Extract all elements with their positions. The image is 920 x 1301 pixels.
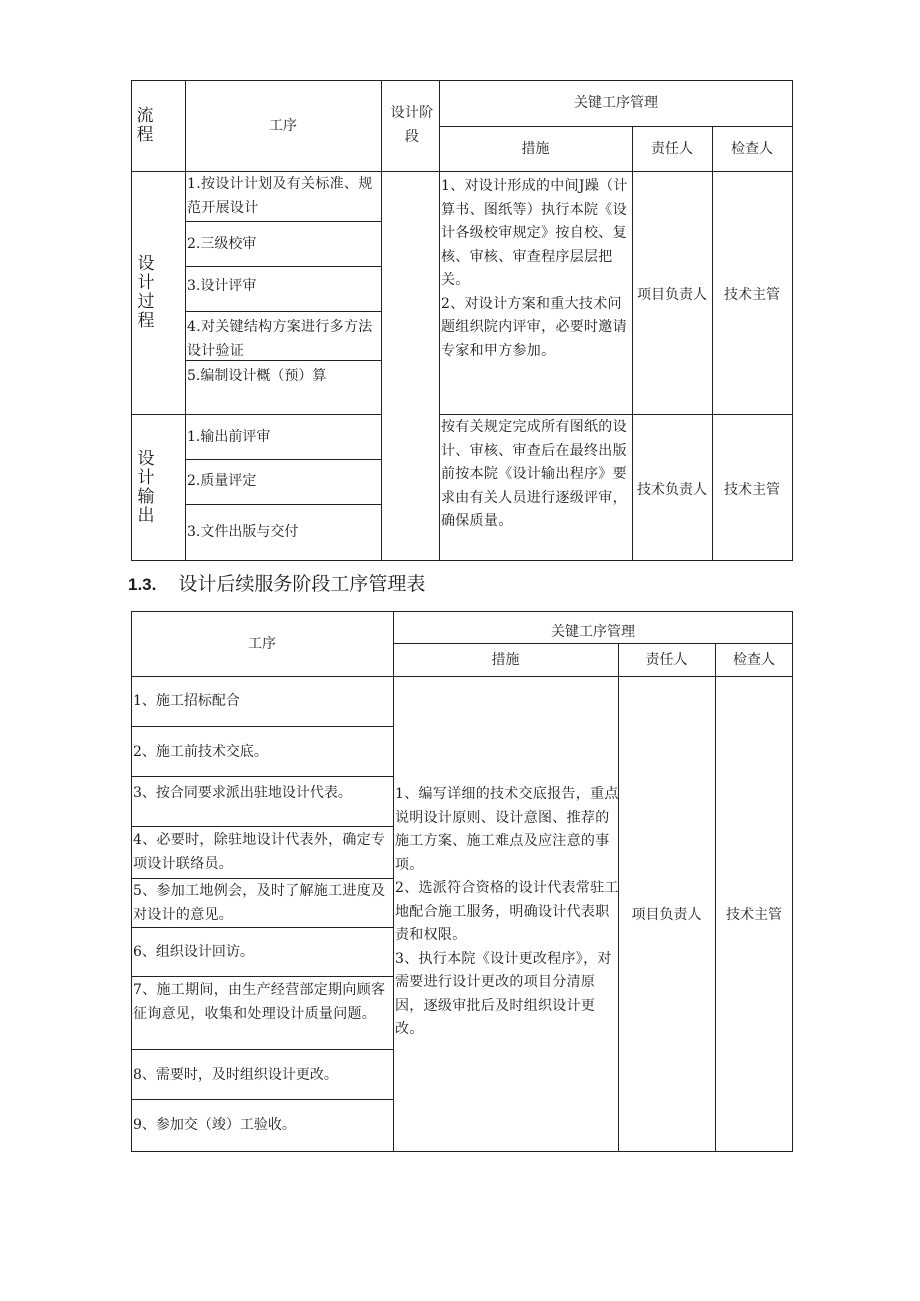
table2-col-line xyxy=(393,611,394,1152)
header-process: 工序 xyxy=(269,118,297,134)
table2-row-line xyxy=(131,927,393,928)
table2-row-line xyxy=(131,878,393,879)
header-key-mgmt: 关键工序管理 xyxy=(574,95,658,111)
table1-border-bottom xyxy=(131,560,793,561)
table2-row-line xyxy=(131,826,393,827)
checker-cell: 技术主管 xyxy=(724,287,780,303)
step-cell: 5.编制设计概（预）算 xyxy=(187,368,327,384)
table2-border-left xyxy=(131,611,132,1152)
table1-border-right xyxy=(792,80,793,561)
section-heading xyxy=(128,568,425,601)
table1-row-line xyxy=(185,311,381,312)
table2-row-line xyxy=(131,1099,393,1100)
t2-responsible-cell: 项目负责人 xyxy=(631,907,702,923)
table2-border-top xyxy=(131,611,793,612)
section-number: 1.3. xyxy=(128,575,157,594)
t2-step-cell: 2、施工前技术交底。 xyxy=(133,744,268,760)
t2-step-cell: 7、施工期间，由生产经营部定期向顾客征询意见，收集和处理设计质量问题。 xyxy=(133,982,386,1022)
t2-header-process: 工序 xyxy=(248,636,276,652)
design-stage-table xyxy=(0,0,920,565)
table2-row-line xyxy=(131,776,393,777)
t2-step-cell: 9、参加交（竣）工验收。 xyxy=(133,1117,296,1133)
checker-cell: 技术主管 xyxy=(724,482,780,498)
flow-design-output: 设计输出 xyxy=(137,449,155,526)
table1-border-top xyxy=(131,80,793,81)
header-stage: 设计阶段 xyxy=(390,105,434,145)
header-checker: 检查人 xyxy=(731,141,773,157)
t2-step-cell: 3、按合同要求派出驻地设计代表。 xyxy=(133,785,352,801)
table2-row-line xyxy=(131,1049,393,1050)
step-cell: 1.按设计计划及有关标准、规范开展设计 xyxy=(187,176,373,216)
table1-header-bottom xyxy=(131,171,793,172)
header-measures: 措施 xyxy=(521,141,550,157)
t2-step-cell: 1、施工招标配合 xyxy=(133,693,240,709)
flow-design-process: 设计过程 xyxy=(137,254,155,331)
table1-group-line xyxy=(131,414,381,415)
t2-header-key-mgmt: 关键工序管理 xyxy=(551,624,635,640)
t2-measures-cell: 1、编写详细的技术交底报告，重点说明设计原则、设计意图、推荐的施工方案、施工难点及应注意的事项。 2、选派符合资格的设计代表常驻工地配合施工服务，明确设计代表职责和权限。 3、执行本院《设计更改程序》，对需要进行设计更改的项目分清原因，逐级审批后及时组织设计更改。 xyxy=(395,786,619,1037)
t2-step-cell: 5、参加工地例会，及时了解施工进度及对设计的意见。 xyxy=(133,883,386,923)
table1-header-split xyxy=(439,126,793,127)
t2-step-cell: 6、组织设计回访。 xyxy=(133,944,254,960)
table2-header-bottom xyxy=(131,676,793,677)
table2-row-line xyxy=(131,976,393,977)
step-cell: 3.文件出版与交付 xyxy=(187,524,299,540)
step-cell: 2.三级校审 xyxy=(187,236,257,252)
table1-col-line xyxy=(381,80,382,561)
t2-step-cell: 4、必要时，除驻地设计代表外，确定专项设计联络员。 xyxy=(133,832,386,872)
table1-border-left xyxy=(131,80,132,561)
table2-row-line xyxy=(131,726,393,727)
table1-col-line xyxy=(185,80,186,561)
measures-cell: 1、对设计形成的中间J躁（计算书、图纸等）执行本院《设计各级校审规定》按自校、复核、审核、审查程序层层把关。 2、对设计方案和重大技术问题组织院内评审，必要时邀请专家和甲方参加。 xyxy=(441,178,628,359)
measures-cell: 按有关规定完成所有图纸的设计、审核、审查后在最终出版前按本院《设计输出程序》要求由有关人员进行逐级评审，确保质量。 xyxy=(441,419,627,529)
step-cell: 4.对关键结构方案进行多方法设计验证 xyxy=(187,319,373,359)
responsible-cell: 技术负责人 xyxy=(637,482,707,498)
t2-step-cell: 8、需要时，及时组织设计更改。 xyxy=(133,1067,338,1083)
table2-border-right xyxy=(792,611,793,1152)
section-title: 设计后续服务阶段工序管理表 xyxy=(178,573,426,595)
table2-col-line xyxy=(715,643,716,1152)
step-cell: 2.质量评定 xyxy=(187,473,257,489)
header-responsible: 责任人 xyxy=(651,141,693,157)
header-flow: 流程 xyxy=(136,106,154,145)
t2-header-responsible: 责任人 xyxy=(645,652,688,668)
follow-up-service-table xyxy=(0,600,920,1160)
table1-row-line xyxy=(185,504,381,505)
table1-row-line xyxy=(185,266,381,267)
step-cell: 1.输出前评审 xyxy=(187,429,271,445)
table1-row-line xyxy=(185,459,381,460)
table1-group-line xyxy=(439,414,793,415)
step-cell: 3.设计评审 xyxy=(187,278,257,294)
table2-border-bottom xyxy=(131,1151,793,1152)
table1-row-line xyxy=(185,221,381,222)
t2-header-checker: 检查人 xyxy=(733,652,775,668)
t2-header-measures: 措施 xyxy=(491,652,520,668)
t2-checker-cell: 技术主管 xyxy=(726,907,782,923)
responsible-cell: 项目负责人 xyxy=(637,287,707,303)
